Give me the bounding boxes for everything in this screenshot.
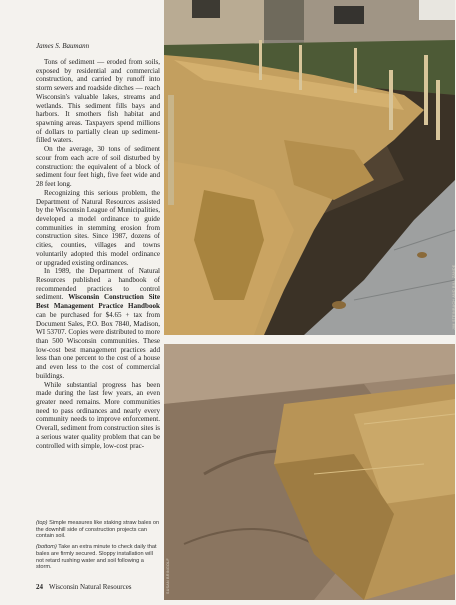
paragraph-lead: In 1989, the Department of Natural Resources published a handbook of recommended practices to control sediment. bbox=[36, 267, 160, 302]
caption-top-text: Simple measures like staking straw bales on the downhill side of construction projects can contain soil. bbox=[36, 520, 160, 540]
page-number: 24 bbox=[36, 583, 43, 591]
byline: James S. Baumann bbox=[36, 42, 90, 50]
photo-straw-bales-staked bbox=[164, 0, 455, 335]
page-footer bbox=[36, 583, 132, 591]
caption-bottom-text: Take an extra minute to check daily that bales are firmly secured. Sloppy installation will not retard rushing water and soil following a storm. bbox=[36, 544, 157, 571]
photo-credit-top: JIM STEINBACH AND BILL ZANDE bbox=[452, 264, 456, 330]
paragraph: On the average, 30 tons of sediment scour from each acre of soil disturbed by construction: the equivalent of a block of sediment four feet high, five feet wide and 28 feet long. bbox=[36, 145, 160, 189]
paragraph: Tons of sediment — eroded from soils, exposed by residential and commercial construction, and carried by runoff into storm sewers and roadside ditches — reach Wisconsin's valuable lakes, streams and wetlands. This sediment fills bays and harbors. It smothers fish habitat and spawning areas. Taxpayers spend millions of dollars to partially clean up sediment-filled waters. bbox=[36, 58, 160, 145]
photo-credit-bottom: SUSAN BRINGOLF bbox=[166, 558, 170, 594]
paragraph: While substantial progress has been made during the last few years, an even greater need remains. More communities need to pass ordinances and nearly every community needs to improve enforcement. Overall, sediment from construction sites is a serious water quality problem that can be controlled with simple, low-cost prac- bbox=[36, 380, 160, 450]
caption-top-tag: (top) bbox=[36, 520, 48, 526]
photo-captions bbox=[36, 520, 160, 575]
handbook-text: can be purchased for $4.65 + tax from Document Sales, P.O. Box 7840, Madison, WI 53707. Copies were distributed to more than 500 Wisconsin communities. These low-cost best management practices add less than one percent to the cost of a house and even less to the cost of commercial buildings. bbox=[36, 310, 160, 380]
photo-bottom-illustration bbox=[164, 344, 455, 600]
paragraph: Recognizing this serious problem, the Department of Natural Resources assisted by the Wisconsin League of Municipalities, developed a model ordinance to guide communities in stemming erosion from construction sites. Since 1987, dozens of cities, counties, villages and towns voluntarily adopted this model ordinance or upgraded existing ordinances. bbox=[36, 188, 160, 267]
handbook-title: Wisconsin Construction Site Best Management Practice Handbook bbox=[36, 293, 161, 311]
paragraph-handbook bbox=[36, 267, 160, 380]
caption-bottom bbox=[36, 544, 160, 571]
caption-top bbox=[36, 520, 160, 540]
article-body bbox=[36, 58, 160, 450]
photo-top-illustration bbox=[164, 0, 455, 335]
caption-bottom-tag: (bottom) bbox=[36, 544, 57, 551]
publication-name: Wisconsin Natural Resources bbox=[49, 583, 132, 591]
photo-bale-close-up bbox=[164, 344, 455, 600]
